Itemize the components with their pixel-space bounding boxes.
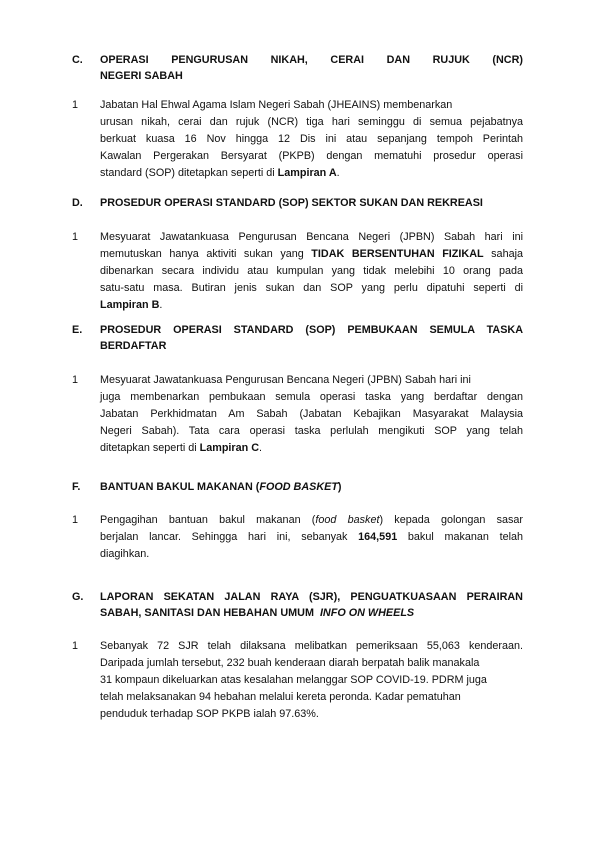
section-c-letter: C. [72,54,83,66]
section-g-line-5: penduduk terhadap SOP PKPB ialah 97.63%. [100,708,319,720]
section-e-heading-line-1: PROSEDUR OPERASI STANDARD (SOP) PEMBUKAAN SEMULA TASKA [100,324,523,336]
section-c-line-5-end: . [336,167,340,179]
section-f-line-1 [100,512,523,529]
section-c-line-3: berkuat kuasa 16 Nov hingga 12 Dis ini atau sepanjang tempoh Perintah [100,133,523,145]
section-d-heading-line: PROSEDUR OPERASI STANDARD (SOP) SEKTOR SUKAN DAN REKREASI [100,197,483,209]
section-f-item-number: 1 [72,514,79,526]
section-c-heading-line-2: NEGERI SABAH [100,70,183,82]
section-c-line-2: urusan nikah, cerai dan rujuk (NCR) tiga hari seminggu di semua pejabatnya [100,116,523,128]
section-e-letter: E. [72,324,83,336]
section-d-paragraph [100,229,523,314]
section-f-heading-line [100,479,523,495]
section-g-heading-line-2 [100,605,523,621]
section-f-line-1-text: Pengagihan bantuan bakul makanan ( [100,514,316,526]
section-c-line-5-text: standard (SOP) ditetapkan seperti di [100,167,278,179]
section-d-line-5 [100,297,523,314]
section-g-letter: G. [72,591,84,603]
section-f-heading-text: BANTUAN BAKUL MAKANAN ( [100,481,260,493]
section-d-heading [100,195,523,211]
section-c-heading [100,52,523,84]
section-f-line-2 [100,529,523,546]
section-d-line-2 [100,246,523,263]
section-f-letter: F. [72,481,81,493]
section-d-line-2-text: memutuskan hanya aktiviti sukan yang [100,248,312,260]
section-e-line-5 [100,440,523,457]
section-g-heading [100,589,523,621]
lampiran-a-ref: Lampiran A [277,167,337,179]
section-e-line-5-text: ditetapkan seperti di [100,442,200,454]
section-g-heading-line-1: LAPORAN SEKATAN JALAN RAYA (SJR), PENGUATKUASAAN PERAIRAN [100,591,523,603]
section-c-line-1: Jabatan Hal Ehwal Agama Islam Negeri Sabah (JHEAINS) membenarkan [100,99,453,111]
section-c-paragraph [100,97,523,182]
section-d-line-5-end: . [159,299,163,311]
section-f-heading-italic: FOOD BASKET [259,481,338,493]
lampiran-b-ref: Lampiran B [100,299,160,311]
section-g-line-4: telah melaksanakan 94 hebahan melalui kereta peronda. Kadar pematuhan [100,691,461,703]
section-f-line-2-text: berjalan lancar. Sehingga hari ini, sebanyak [100,531,359,543]
section-e-paragraph [100,372,523,457]
section-d-line-3: dibenarkan secara individu atau kumpulan yang tidak melebihi 10 orang pada [100,265,523,277]
section-d-line-2-end: sahaja [483,248,523,260]
section-e-line-5-end: . [259,442,263,454]
section-f-line-1-end: ) kepada golongan sasar [379,514,523,526]
section-f-line-3: diagihkan. [100,548,150,560]
basket-count: 164,591 [358,531,398,543]
section-c-heading-line-1: OPERASI PENGURUSAN NIKAH, CERAI DAN RUJUK (NCR) [100,54,523,66]
section-f-heading-end: ) [337,481,342,493]
section-e-heading-line-2: BERDAFTAR [100,340,167,352]
lampiran-c-ref: Lampiran C [199,442,260,454]
tidak-bersentuhan-fizikal: TIDAK BERSENTUHAN FIZIKAL [311,248,484,260]
section-e-heading [100,322,523,354]
section-e-line-3: Jabatan Perkhidmatan Am Sabah (Jabatan Kebajikan Masyarakat Malaysia [100,408,523,420]
section-d-item-number: 1 [72,231,79,243]
section-f-line-2-end: bakul makanan telah [397,531,523,543]
section-e-line-2: juga membenarkan pembukaan semula operasi taska yang berdaftar dengan [100,391,523,403]
section-f-paragraph [100,512,523,563]
section-g-heading-text: SABAH, SANITASI DAN HEBAHAN UMUM [100,607,320,619]
section-c-line-5 [100,165,523,182]
section-d-letter: D. [72,197,83,209]
section-g-line-2: Daripada jumlah tersebut, 232 buah kenderaan diarah berpatah balik manakala [100,657,480,669]
section-d-line-4: satu-satu masa. Butiran jenis sukan dan SOP yang perlu dipatuhi seperti di [100,282,523,294]
section-c-item-number: 1 [72,99,79,111]
section-e-line-4: Negeri Sabah). Tata cara operasi taska perlulah mengikuti SOP yang telah [100,425,523,437]
info-on-wheels-italic: INFO ON WHEELS [319,607,415,619]
food-basket-italic: food basket [315,514,380,526]
section-e-item-number: 1 [72,374,79,386]
section-d-line-1: Mesyuarat Jawatankuasa Pengurusan Bencana Negeri (JPBN) Sabah hari ini [100,231,523,243]
section-g-paragraph [100,638,523,723]
section-e-line-1: Mesyuarat Jawatankuasa Pengurusan Bencana Negeri (JPBN) Sabah hari ini [100,374,471,386]
section-f-heading [100,479,523,495]
section-g-item-number: 1 [72,640,79,652]
section-g-line-1: Sebanyak 72 SJR telah dilaksana melibatkan pemeriksaan 55,063 kenderaan. [100,640,523,652]
section-c-line-4: Kawalan Pergerakan Bersyarat (PKPB) dengan mematuhi prosedur operasi [100,150,523,162]
section-g-line-3: 31 kompaun dikeluarkan atas kesalahan melanggar SOP COVID-19. PDRM juga [100,674,487,686]
